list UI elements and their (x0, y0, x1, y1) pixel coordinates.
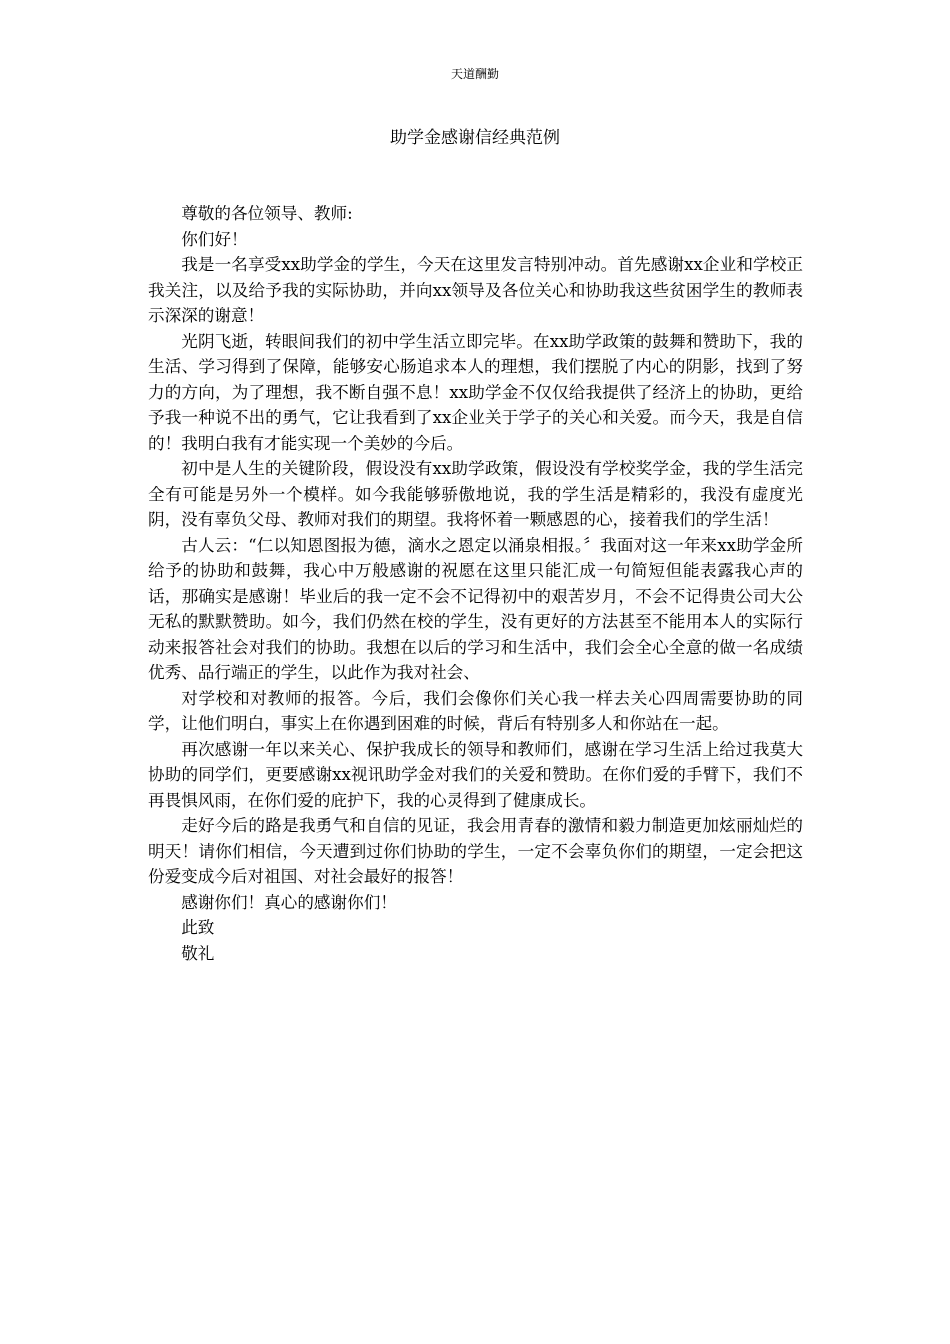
salutation: 尊敬的各位领导、教师: (181, 204, 353, 223)
paragraph: 我是一名享受xx助学金的学生，今天在这里发言特别冲动。首先感谢xx企业和学校正我关注，以及给予我的实际协助，并向xx领导及各位关心和协助我这些贫困学生的教师表示深深的谢意！ (148, 255, 803, 325)
closing-cizhi: 此致 (181, 918, 215, 937)
paragraph: 光阴飞逝，转眼间我们的初中学生活立即完毕。在xx助学政策的鼓舞和赞助下，我的生活、学习得到了保障，能够安心肠追求本人的理想，我们摆脱了内心的阴影，找到了努力的方向，为了理想，我不断自强不息！xx助学金不仅仅给我提供了经济上的协助，更给予我一种说不出的勇气，它让我看到了xx企业关于学子的关心和关爱。而今天，我是自信的！我明白我有才能实现一个美妙的今后。 (148, 331, 803, 453)
page-header: 天道酬勤 (450, 67, 499, 81)
closing-thanks: 感谢你们！真心的感谢你们！ (181, 892, 397, 912)
letter-body (148, 201, 803, 966)
greeting: 你们好！ (181, 229, 248, 249)
document-title: 助学金感谢信经典范例 (390, 128, 560, 148)
paragraph: 走好今后的路是我勇气和自信的见证，我会用青春的激情和毅力制造更加炫丽灿烂的明天！请你们相信，今天遭到过你们协助的学生，一定不会辜负你们的期望，一定会把这份爱变成今后对祖国、对社会最好的报答！ (148, 816, 803, 886)
paragraph: 初中是人生的关键阶段，假设没有xx助学政策，假设没有学校奖学金，我的学生活完全有可能是另外一个模样。如今我能够骄傲地说，我的学生活是精彩的，我没有虚度光阴，没有辜负父母、教师对我们的期望。我将怀着一颗感恩的心，接着我们的学生活！ (148, 459, 803, 529)
paragraph: 对学校和对教师的报答。今后，我们会像你们关心我一样去关心四周需要协助的同学，让他们明白，事实上在你遇到困难的时候，背后有特别多人和你站在一起。 (148, 688, 803, 733)
paragraph: 再次感谢一年以来关心、保护我成长的领导和教师们，感谢在学习生活上给过我莫大协助的同学们，更要感谢xx视讯助学金对我们的关爱和赞助。在你们爱的手臂下，我们不再畏惧风雨，在你们爱的庇护下，我的心灵得到了健康成长。 (148, 739, 803, 810)
closing-jingli: 敬礼 (181, 943, 215, 963)
paragraph: 古人云：“仁以知恩图报为德，滴水之恩定以涌泉相报。〞我面对这一年来xx助学金所给予的协助和鼓舞，我心中万般感谢的祝愿在这里只能汇成一句简短但能表露我心声的话，那确实是感谢！毕业后的我一定不会不记得初中的艰苦岁月，不会不记得贵公司大公无私的默默赞助。如今，我们仍然在校的学生，没有更好的方法甚至不能用本人的实际行动来报答社会对我们的协助。我想在以后的学习和生活中，我们会全心全意的做一名成绩优秀、品行端正的学生，以此作为我对社会、 (148, 535, 803, 682)
